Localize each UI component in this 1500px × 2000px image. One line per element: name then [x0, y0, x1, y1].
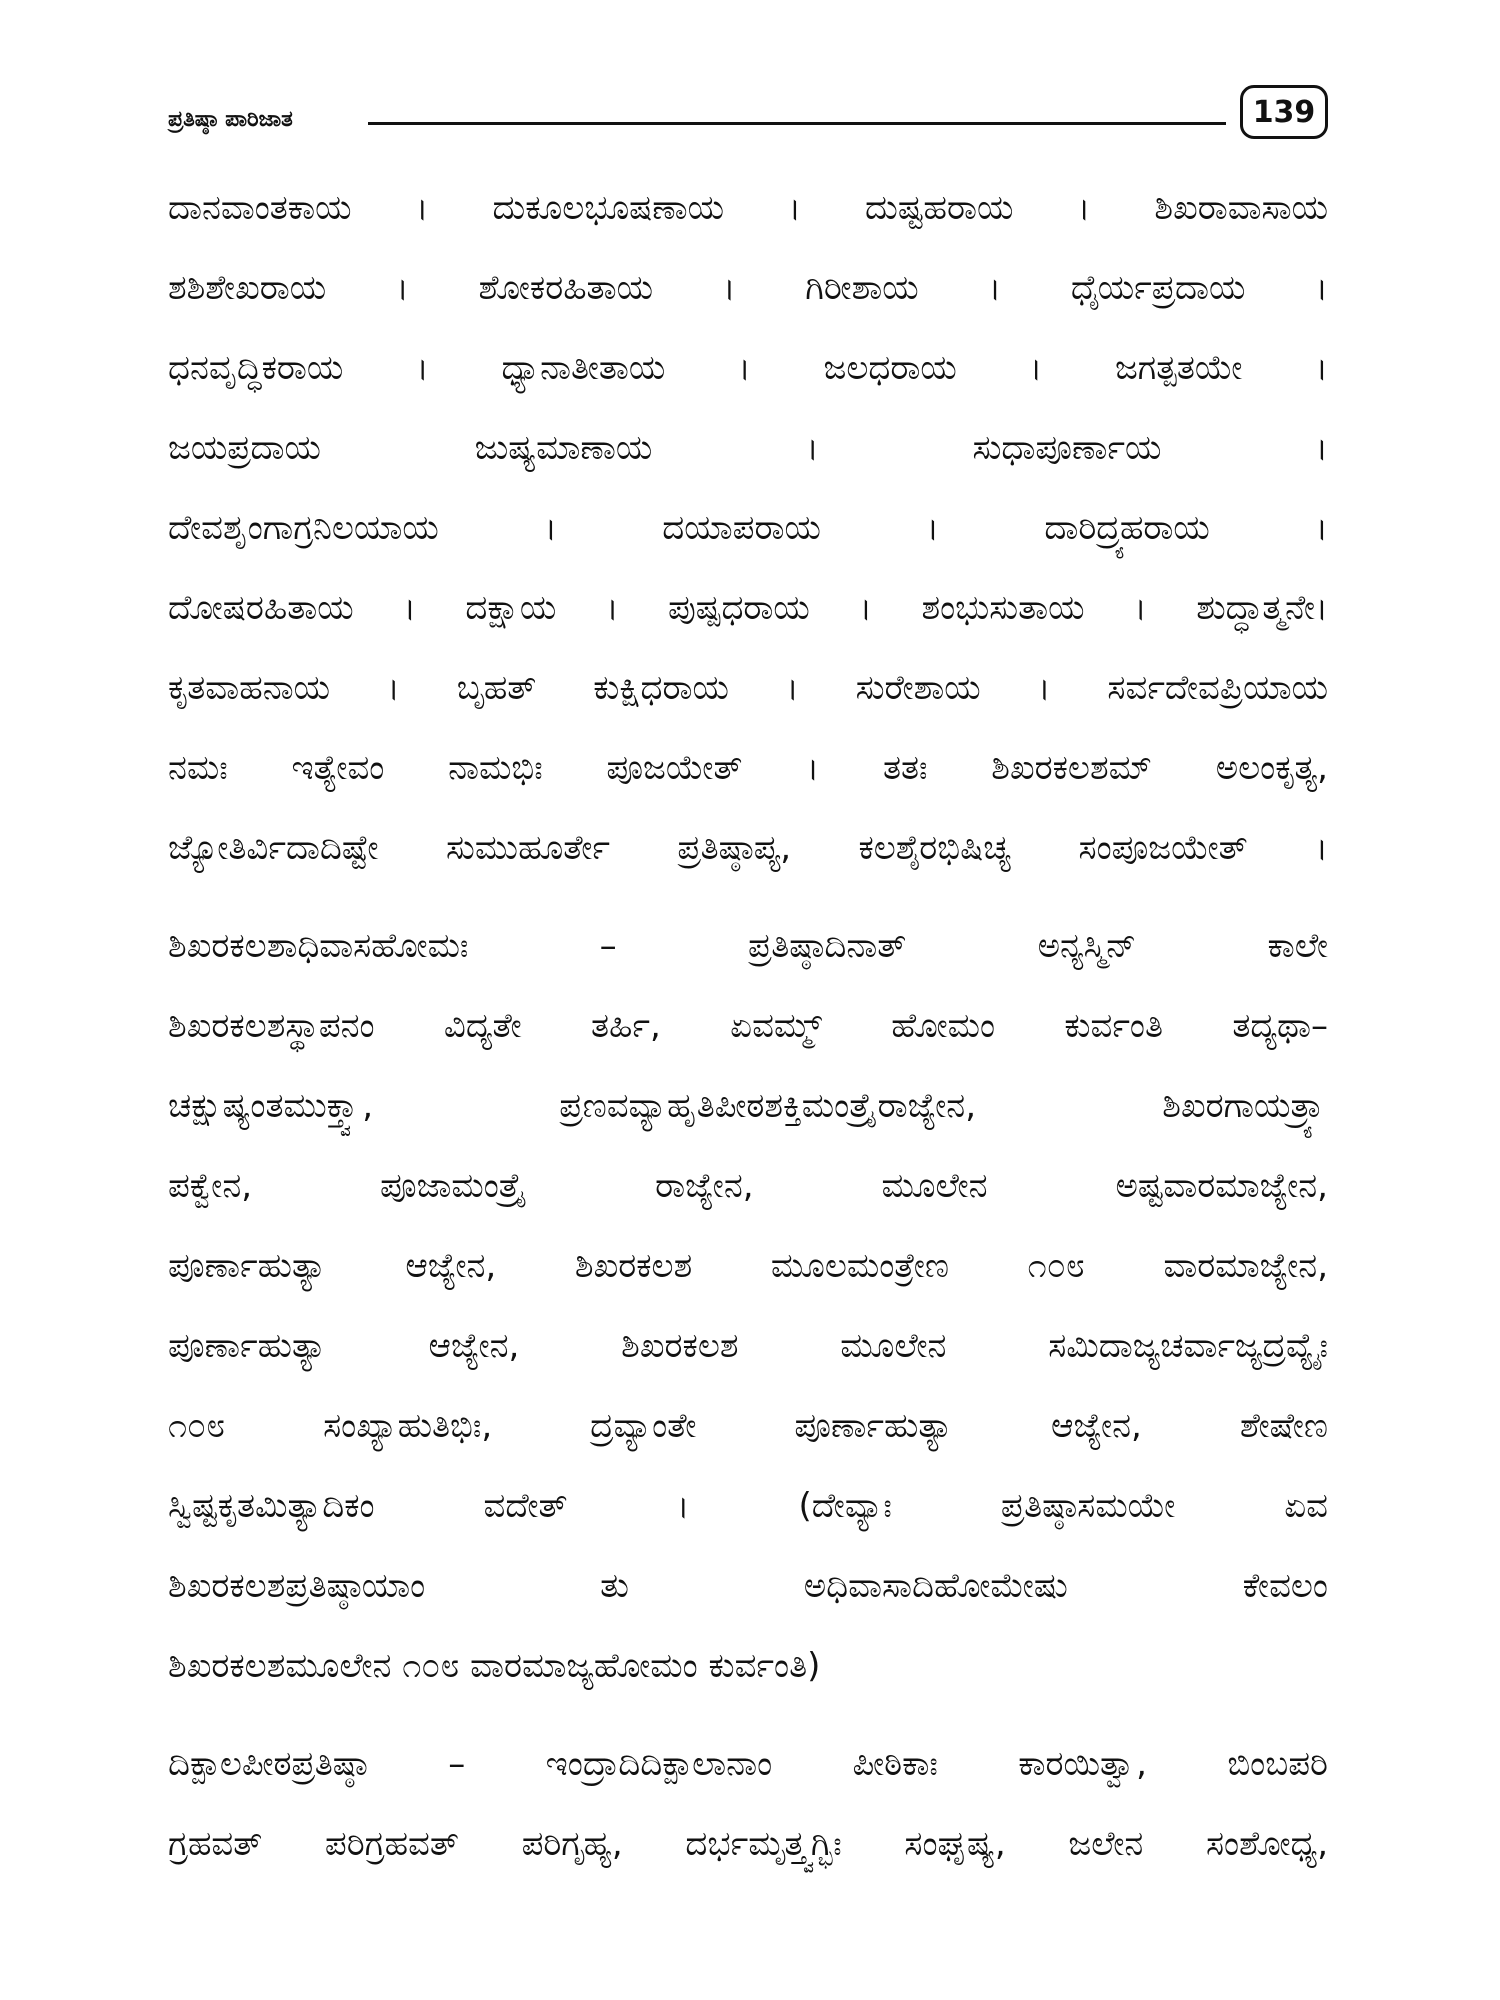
text-line: ಕೃತವಾಹನಾಯ । ಬೃಹತ್ ಕುಕ್ಷಿಧರಾಯ । ಸುರೇಶಾಯ । ಸರ್ವದೇವಪ್ರಿಯಾಯ	[168, 668, 1328, 708]
paragraph-1	[168, 168, 1328, 888]
text-line: ದಿಕ್ಪಾಲಪೀಠಪ್ರತಿಷ್ಠಾ – ಇಂದ್ರಾದಿದಿಕ್ಪಾಲಾನಾಂ ಪೀಠಿಕಾಃ ಕಾರಯಿತ್ವಾ, ಬಿಂಬಪರಿ	[168, 1744, 1328, 1784]
text-line: ಸ್ವಿಷ್ಟಕೃತಮಿತ್ಯಾದಿಕಂ ವದೇತ್ । (ದೇವ್ಯಾಃ ಪ್ರತಿಷ್ಠಾಸಮಯೇ ಏವ	[168, 1486, 1328, 1526]
body-text	[168, 168, 1328, 1902]
text-line: ಪೂರ್ಣಾಹುತ್ಯಾ ಆಜ್ಯೇನ, ಶಿಖರಕಲಶ ಮೂಲೇನ ಸಮಿದಾಜ್ಯಚರ್ವಾಜ್ಯದ್ರವ್ಯೈಃ	[168, 1326, 1328, 1366]
paragraph-3	[168, 1724, 1328, 1884]
text-line: ಶಿಖರಕಲಶಾಧಿವಾಸಹೋಮಃ – ಪ್ರತಿಷ್ಠಾದಿನಾತ್ ಅನ್ಯಸ್ಮಿನ್ ಕಾಲೇ	[168, 926, 1328, 966]
text-line: ೧೦೮ ಸಂಖ್ಯಾಹುತಿಭಿಃ, ದ್ರವ್ಯಾಂತೇ ಪೂರ್ಣಾಹುತ್ಯಾ ಆಜ್ಯೇನ, ಶೇಷೇಣ	[168, 1406, 1328, 1446]
text-line: ಪೂರ್ಣಾಹುತ್ಯಾ ಆಜ್ಯೇನ, ಶಿಖರಕಲಶ ಮೂಲಮಂತ್ರೇಣ ೧೦೮ ವಾರಮಾಜ್ಯೇನ,	[168, 1246, 1328, 1286]
text-line: ಗ್ರಹವತ್ ಪರಿಗ್ರಹವತ್ ಪರಿಗೃಹ್ಯ, ದರ್ಭಮೃತ್ತ್ವಗ್ಭಿಃ ಸಂಘೃಷ್ಯ, ಜಲೇನ ಸಂಶೋಧ್ಯ,	[168, 1824, 1328, 1864]
text-line: ದಾನವಾಂತಕಾಯ । ದುಕೂಲಭೂಷಣಾಯ । ದುಷ್ಟಹರಾಯ । ಶಿಖರಾವಾಸಾಯ	[168, 188, 1328, 228]
text-line: ಚಕ್ಷುಷ್ಯಂತಮುಕ್ತ್ವಾ, ಪ್ರಣವವ್ಯಾಹೃತಿಪೀಠಶಕ್ತಿಮಂತ್ರೈರಾಜ್ಯೇನ, ಶಿಖರಗಾಯತ್ರ್ಯಾ	[168, 1086, 1328, 1126]
text-line: ನಮಃ ಇತ್ಯೇವಂ ನಾಮಭಿಃ ಪೂಜಯೇತ್ । ತತಃ ಶಿಖರಕಲಶಮ್ ಅಲಂಕೃತ್ಯ,	[168, 748, 1328, 788]
page-header	[168, 85, 1328, 145]
text-line: ದೋಷರಹಿತಾಯ । ದಕ್ಷಾಯ । ಪುಷ್ಪಧರಾಯ । ಶಂಭುಸುತಾಯ । ಶುದ್ಧಾತ್ಮನೇ।	[168, 588, 1328, 628]
text-line: ಶಿಖರಕಲಶಸ್ಥಾಪನಂ ವಿದ್ಯತೇ ತರ್ಹಿ, ಏವಮ್ಮ್ ಹೋಮಂ ಕುರ್ವಂತಿ ತದ್ಯಥಾ–	[168, 1006, 1328, 1046]
header-rule	[368, 122, 1226, 125]
text-line: ಶಶಿಶೇಖರಾಯ । ಶೋಕರಹಿತಾಯ । ಗಿರೀಶಾಯ । ಧೈರ್ಯಪ್ರದಾಯ ।	[168, 268, 1328, 308]
text-line: ಶಿಖರಕಲಶಮೂಲೇನ ೧೦೮ ವಾರಮಾಜ್ಯಹೋಮಂ ಕುರ್ವಂತಿ)	[168, 1646, 821, 1686]
page-number: 139	[1240, 85, 1328, 139]
running-title: ಪ್ರತಿಷ್ಠಾ ಪಾರಿಜಾತ	[168, 107, 293, 132]
text-line: ಶಿಖರಕಲಶಪ್ರತಿಷ್ಠಾಯಾಂ ತು ಅಧಿವಾಸಾದಿಹೋಮೇಷು ಕೇವಲಂ	[168, 1566, 1328, 1606]
text-line: ಧನವೃದ್ಧಿಕರಾಯ । ಧ್ಯಾನಾತೀತಾಯ । ಜಲಧರಾಯ । ಜಗತ್ಪತಯೇ ।	[168, 348, 1328, 388]
text-line: ದೇವಶೃಂಗಾಗ್ರನಿಲಯಾಯ । ದಯಾಪರಾಯ । ದಾರಿದ್ರ್ಯಹರಾಯ ।	[168, 508, 1328, 548]
text-line: ಪಕ್ವೇನ, ಪೂಜಾಮಂತ್ರೈ ರಾಜ್ಯೇನ, ಮೂಲೇನ ಅಷ್ಟವಾರಮಾಜ್ಯೇನ,	[168, 1166, 1328, 1206]
text-line: ಜ್ಯೋತಿರ್ವಿದಾದಿಷ್ಟೇ ಸುಮುಹೂರ್ತೇ ಪ್ರತಿಷ್ಠಾಪ್ಯ, ಕಲಶೈರಭಿಷಿಚ್ಯ ಸಂಪೂಜಯೇತ್ ।	[168, 828, 1328, 868]
text-line: ಜಯಪ್ರದಾಯ ಜುಷ್ಯಮಾಣಾಯ । ಸುಧಾಪೂರ್ಣಾಯ ।	[168, 428, 1328, 468]
paragraph-2	[168, 906, 1328, 1706]
